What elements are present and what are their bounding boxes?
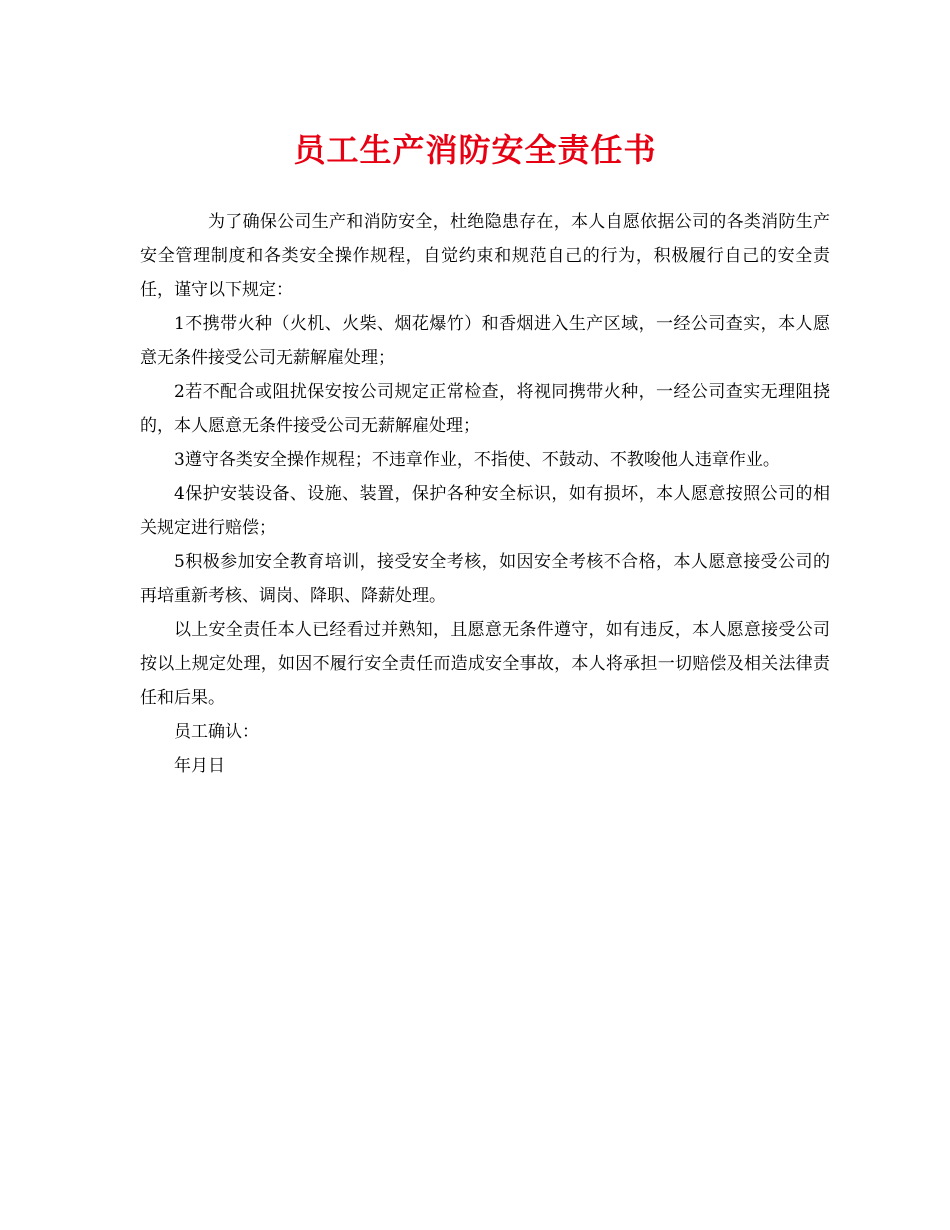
rule-item-3: 3遵守各类安全操作规程；不违章作业，不指使、不鼓动、不教唆他人违章作业。 xyxy=(174,450,780,470)
date-label: 年月日 xyxy=(174,756,225,776)
document-title: 员工生产消防安全责任书 xyxy=(293,131,657,169)
rule-item-2: 2若不配合或阻扰保安按公司规定正常检查，将视同携带火种，一经公司查实无理阻挠的，本人愿意无条件接受公司无薪解雇处理； xyxy=(140,382,830,436)
rule-item-4: 4保护安装设备、设施、装置，保护各种安全标识，如有损坏，本人愿意按照公司的相关规定进行赔偿； xyxy=(140,484,830,538)
intro-paragraph: 为了确保公司生产和消防安全，杜绝隐患存在，本人自愿依据公司的各类消防生产安全管理制度和各类安全操作规程，自觉约束和规范自己的行为，积极履行自己的安全责任，谨守以下规定： xyxy=(140,212,830,300)
employee-confirm-label: 员工确认： xyxy=(174,722,259,742)
closing-paragraph: 以上安全责任本人已经看过并熟知，且愿意无条件遵守，如有违反，本人愿意接受公司按以上规定处理，如因不履行安全责任而造成安全事故，本人将承担一切赔偿及相关法律责任和后果。 xyxy=(140,620,830,708)
document-body xyxy=(140,205,830,783)
rule-item-5: 5积极参加安全教育培训，接受安全考核，如因安全考核不合格，本人愿意接受公司的再培重新考核、调岗、降职、降薪处理。 xyxy=(140,552,830,606)
rule-item-1: 1不携带火种（火机、火柴、烟花爆竹）和香烟进入生产区域，一经公司查实，本人愿意无条件接受公司无薪解雇处理； xyxy=(140,314,830,368)
